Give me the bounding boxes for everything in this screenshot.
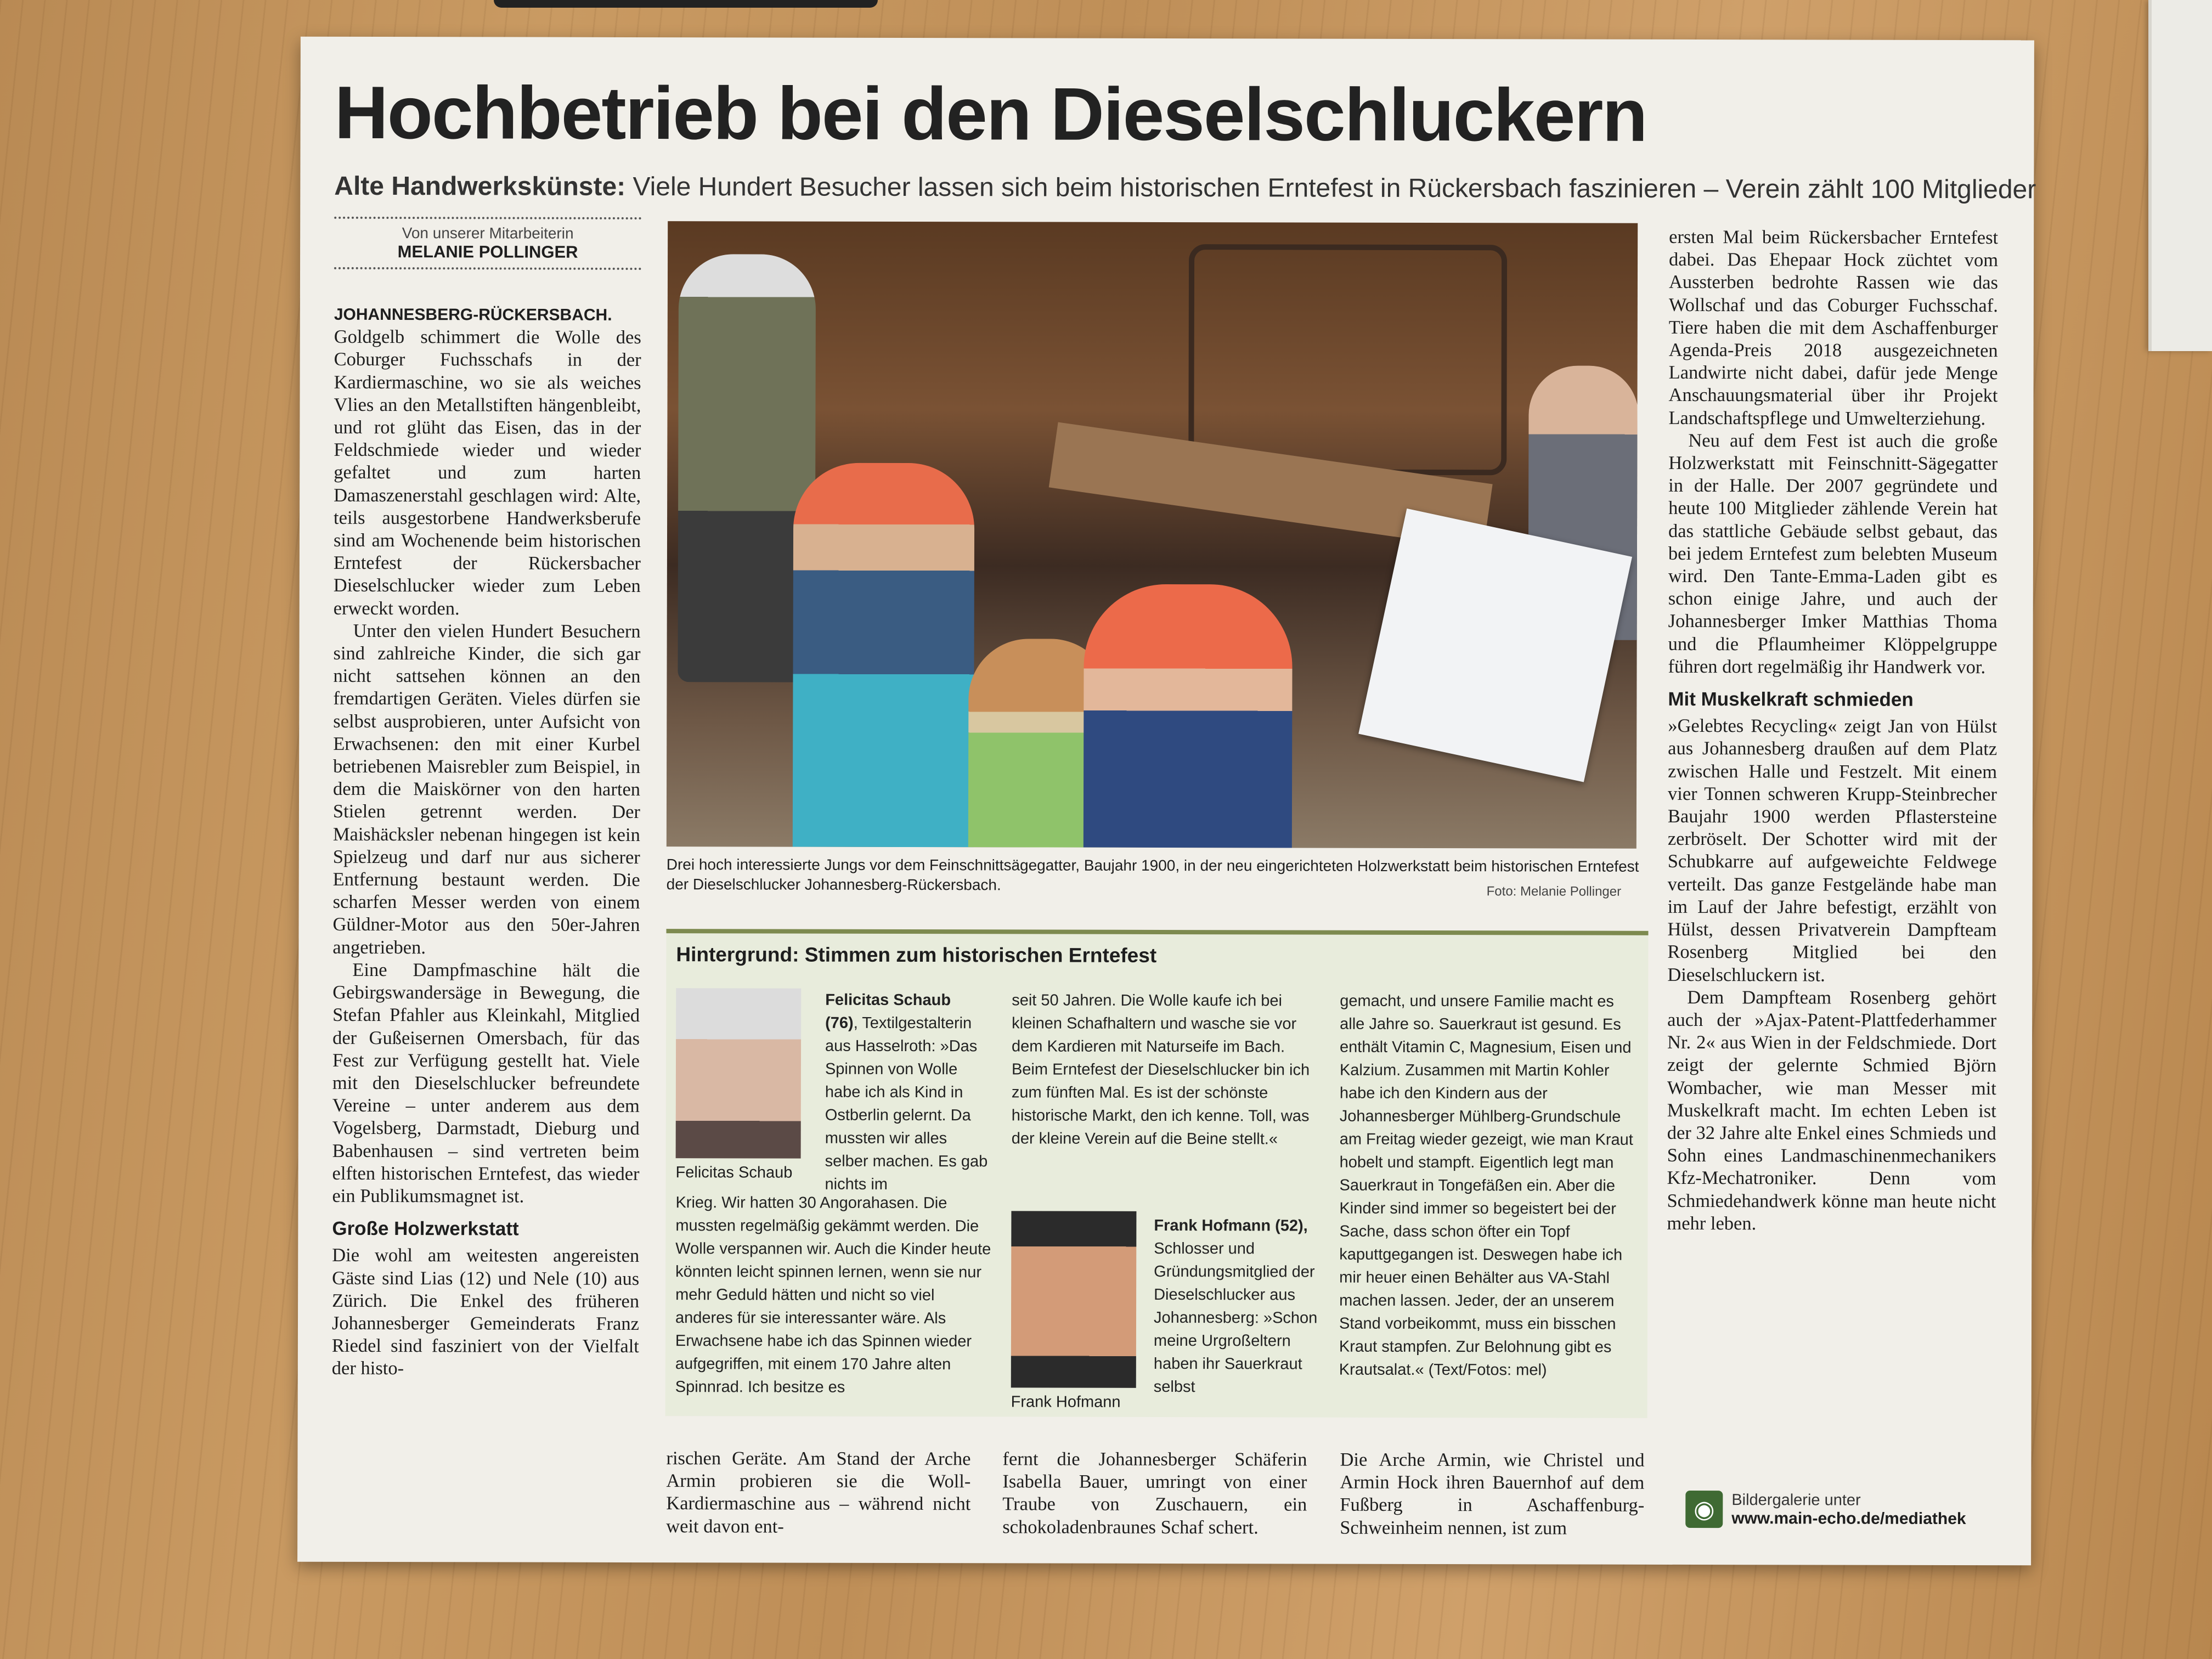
paragraph: rischen Geräte. Am Stand der Arche Armin probieren sie die Woll-Kardiermaschine aus – während nicht weit davon ent- [666, 1448, 971, 1537]
portrait-frank-hofmann [1011, 1211, 1137, 1387]
photo-credit: Foto: Melanie Pollinger [1486, 884, 1622, 899]
dateline: JOHANNESBERG-RÜCKERSBACH. [334, 305, 612, 324]
paragraph: fernt die Johannesberger Schäferin Isabella Bauer, umringt von einer Traube von Zuschauern, ein schokoladenbraunes Schaf schert. [1002, 1448, 1307, 1538]
bottom-column-3 [1002, 1448, 1307, 1539]
column-5 [1667, 226, 1998, 1235]
column-1 [332, 303, 641, 1381]
box-text-2a [1154, 1214, 1319, 1399]
paragraph: Eine Dampfmaschine hält die Gebirgswandersäge in Bewegung, die Stefan Pfahler aus Kleinkahl, Mitglied der Gußeisernen Omersbach, für das Fest zur Verfügung gestellt hat. Viele mit den Dieselschlucker befreundete Vereine – unter anderem aus dem Vogelsberg, Darmstadt, Dieburg und Babenhausen – sind vertreten beim elften historischen Erntefest, das wieder ein Publikumsmagnet ist. [332, 959, 640, 1207]
gallery-label: Bildergalerie unter [1731, 1491, 1861, 1509]
photo-caption: Drei hoch interessierte Jungs vor dem Feinschnittsägegatter, Baujahr 1900, in der neu eingerichteten Holzwerkstatt beim historischen Erntefest der Dieselschlucker Johannesberg-Rückersbach. [666, 856, 1639, 894]
byline-label: Von unserer Mitarbeiterin [402, 224, 574, 242]
camera-icon: ◉ [1685, 1491, 1723, 1528]
pen-object [494, 0, 878, 8]
gallery-url[interactable]: www.main-echo.de/mediathek [1731, 1509, 1966, 1528]
person-age: (76) [825, 1014, 854, 1032]
paragraph: Neu auf dem Fest ist auch die große Holzwerkstatt mit Feinschnitt-Sägegatter in der Halle. Der 2007 gegründete und heute 100 Mitglieder zählende Verein hat das stattliche Gebäude selbst gebaut, das bei jedem Erntefest zum belebten Museum wird. Den Tante-Emma-Laden gibt es schon einige Jahre, und auch der Johannesberger Imker Matthias Thoma und die Pflaumheimer Klöppelgruppe führen dort regelmäßig ihr Handwerk vor. [1668, 430, 1998, 678]
person-name: Felicitas Schaub [825, 991, 951, 1009]
box-text: Schlosser und Gründungsmitglied der Dieselschlucker aus Johannesberg: »Schon meine Urgroßeltern haben ihr Sauerkraut selbst [1153, 1239, 1318, 1396]
portrait-felicitas-schaub [676, 988, 802, 1158]
subhead-muskelkraft: Mit Muskelkraft schmieden [1668, 688, 1914, 710]
portrait-caption: Frank Hofmann [1011, 1393, 1121, 1411]
article-photo [667, 221, 1638, 849]
box-text: , Textilgestalterin aus Hasselroth: »Das Spinnen von Wolle habe ich als Kind in Ostberlin gelernt. Da mussten wir alles selber machen. Es gab nichts im [825, 1014, 988, 1193]
photo-boy-3 [1084, 584, 1293, 848]
box-title: Hintergrund: Stimmen zum historischen Erntefest [676, 943, 1157, 967]
photo-boy-1 [793, 463, 974, 848]
byline-name: MELANIE POLLINGER [397, 242, 578, 262]
headline: Hochbetrieb bei den Dieselschluckern [334, 70, 1647, 157]
bottom-column-2 [666, 1447, 970, 1538]
photo-saw-frame [1188, 244, 1507, 475]
subheadline-text: Viele Hundert Besucher lassen sich beim historischen Erntefest in Rückersbach faszinieren – Verein zählt 100 Mitglieder [633, 172, 2036, 205]
paragraph: Unter den vielen Hundert Besuchern sind zahlreiche Kinder, die sich gar nicht sattsehen können an den fremdartigen Geräten. Vieles dürfen sie selbst ausprobieren, unter Aufsicht von Erwachsenen: den mit einer Kurbel betriebenen Maisrebler zum Beispiel, in dem die Maiskörner von den harten Stielen getrennt werden. Der Maishäcksler nebenan hingegen ist kein Spielzeug und darf nur aus sicherer Entfernung bestaunt werden. Die scharfen Messer werden von einem Güldner-Motor aus den 50er-Jahren angetrieben. [332, 620, 641, 958]
paragraph: Die wohl am weitesten angereisten Gäste sind Lias (12) und Nele (10) aus Zürich. Die Enkel des früheren Johannesberger Gemeinderats Franz Riedel sind fasziniert von der Vielfalt der histo- [331, 1245, 640, 1379]
background-box [665, 929, 1649, 1418]
newspaper-clipping [297, 37, 2034, 1566]
paragraph: »Gelebtes Recycling« zeigt Jan von Hülst aus Johannesberg draußen auf dem Platz zwischen Halle und Festzelt. Mit einem vier Tonnen schweren Krupp-Steinbrecher Baujahr 1900 werden Pflastersteine zerbröselt. Der Schotter wird mit der Schubkarre auf aufgeweichte Feldwege verteilt. Das ganze Festgelände habe man im Lauf der Jahre befestigt, erzählt von Hülst, dessen Privatverein Dampfteam Rosenberg Mitglied bei den Dieselschluckern ist. [1667, 715, 1997, 986]
byline [334, 217, 641, 270]
bottom-column-4 [1340, 1449, 1644, 1540]
kicker: Alte Handwerkskünste: [334, 171, 626, 201]
paragraph: Die Arche Armin, wie Christel und Armin Hock ihren Bauernhof auf dem Fußberg in Aschaffenburg-Schweinheim nennen, ist zum [1340, 1449, 1645, 1539]
photo-sign [1358, 509, 1632, 782]
subheadline [334, 171, 2036, 205]
paragraph: Goldgelb schimmert die Wolle des Coburger Fuchsschafs in der Kardiermaschine, wo sie als weiches Vlies an den Metallstiften hängenbleibt, und rot glüht das Eisen, das in der Feldschmiede wieder und wieder gefaltet und zum harten Damaszenerstahl geschlagen wird: Alte, teils ausgestorbene Handwerksberufe sind am Wochenende beim historischen Erntefest der Rückersbacher Dieselschlucker wieder zum Leben erweckt worden. [333, 326, 641, 619]
person-name: Frank Hofmann (52), [1154, 1216, 1308, 1235]
paragraph: ersten Mal beim Rückersbacher Erntefest dabei. Das Ehepaar Hock züchtet vom Aussterben bedrohte Rassen wie das Wollschaf und das Coburger Fuchsschaf. Tiere haben die mit dem Aschaffenburger Agenda-Preis 2018 ausgezeichneten Landwirte nicht dabei, dafür jede Menge Anschauungsmaterial über ihr Projekt Landschaftspflege und Umwelterziehung. [1668, 226, 1999, 429]
box-text-1a [825, 989, 990, 1197]
paragraph: Dem Dampfteam Rosenberg gehört auch der »Ajax-Patent-Plattfederhammer Nr. 2« aus Wien in der Feldschmiede. Dort zeigt der gelernte Schmied Björn Wombacher, wie man Messer mit Muskelkraft macht. Im echten Leben ist der 32 Jahre alte Enkel eines Schmieds und Sohn eines Landmaschinenmechanikers Kfz-Mechatroniker. Denn vom Schmiedehandwerk könne man heute nicht mehr leben. [1667, 986, 1997, 1234]
subhead-holzwerkstatt: Große Holzwerkstatt [332, 1217, 519, 1240]
portrait-caption: Felicitas Schaub [675, 1164, 793, 1182]
box-text-1b: Krieg. Wir hatten 30 Angorahasen. Die mussten regelmäßig gekämmt werden. Die Wolle verspannen wir. Auch die Kinder heute könnten leicht spinnen lernen, wenn sie nur mehr Geduld hätten und nicht so viel anderes für sie interessanter wäre. Als Erwachsene habe ich das Spinnen wieder aufgegriffen, mit einem 170 Jahre alten Spinnrad. Ich besitze es [675, 1194, 991, 1396]
box-text-1c: seit 50 Jahren. Die Wolle kaufe ich bei kleinen Schafhaltern und wasche sie vor dem Kardieren mit Naturseife im Bach. Beim Erntefest der Dieselschlucker bin ich zum fünften Mal. Es ist der schönste historische Markt, den ich kenne. Toll, was der kleine Verein auf die Beine stellt.« [1011, 991, 1310, 1148]
gallery-link[interactable] [1685, 1491, 1966, 1528]
paper-stack [2148, 0, 2212, 351]
box-text-2b: gemacht, und unsere Familie macht es alle Jahre so. Sauerkraut ist gesund. Es enthält Vitamin C, Magnesium, Eisen und Kalzium. Zusammen mit Martin Kohler habe ich den Kindern aus der Johannesberger Mühlberg-Grundschule am Freitag wieder gezeigt, wie man Kraut hobelt und stampft. Eigentlich legt man Sauerkraut in Tongefäßen ein. Aber die Kinder sind immer so begeistert bei der Sache, dass schon öfter ein Topf kaputtgegangen ist. Deswegen habe ich mir heuer einen Behälter aus VA-Stahl machen lassen. Jeder, der an unserem Stand vorbeikommt, muss ein bisschen Kraut stampfen. Zur Belohnung gibt es Krautsalat.« (Text/Fotos: mel) [1339, 992, 1633, 1379]
